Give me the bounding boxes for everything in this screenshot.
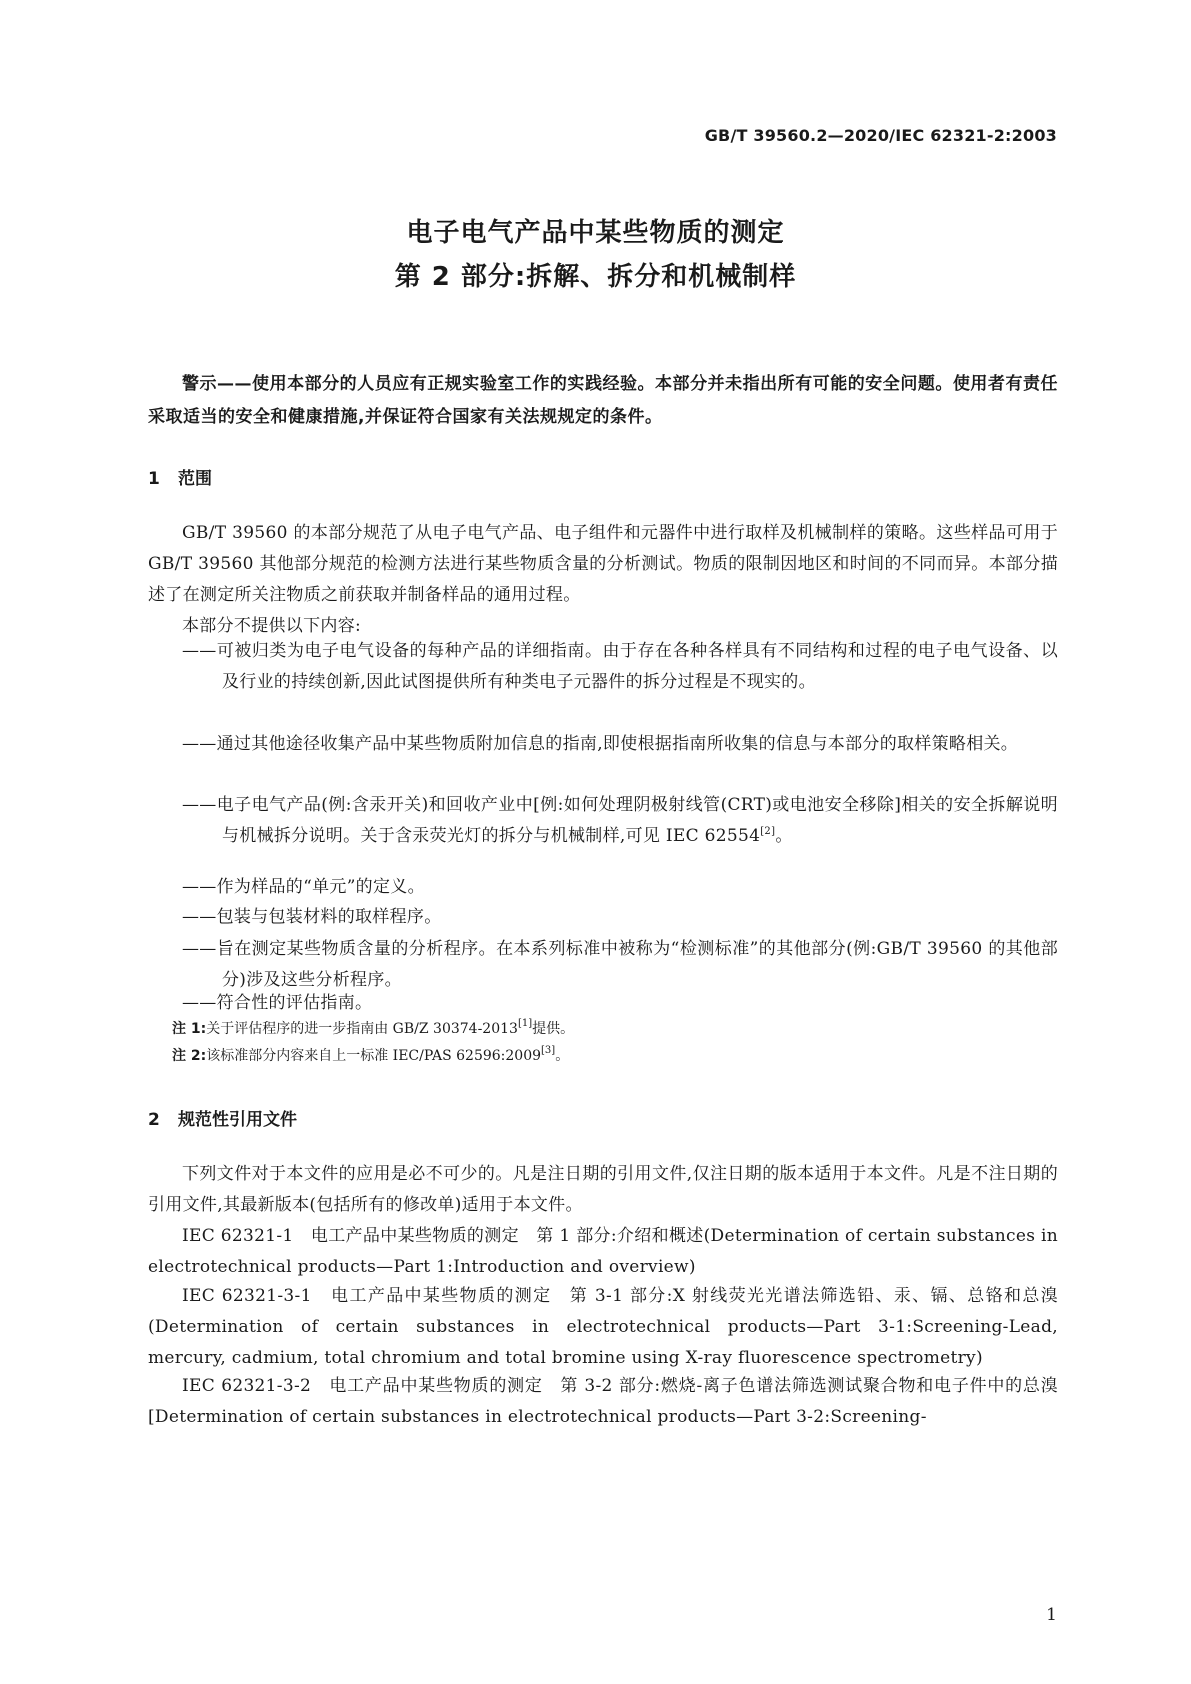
note-2-text: 该标准部分内容来自上一标准 IEC/PAS 62596:2009	[206, 1048, 542, 1064]
exclusion-item-1: ——可被归类为电子电气设备的每种产品的详细指南。由于存在各种各样具有不同结构和过程的电子电气设备、以及行业的持续创新,因此试图提供所有种类电子元器件的拆分过程是不现实的。	[182, 641, 1058, 692]
reference-1: [1]	[517, 1018, 533, 1029]
exclusion-item-3	[182, 790, 1058, 852]
normative-references-intro: 下列文件对于本文件的应用是必不可少的。凡是注日期的引用文件,仅注日期的版本适用于本文件。凡是不注日期的引用文件,其最新版本(包括所有的修改单)适用于本文件。	[148, 1164, 1058, 1215]
note-1-label: 注 1:	[172, 1021, 207, 1037]
reference-iec-62321-3-1: IEC 62321-3-1 电工产品中某些物质的测定 第 3-1 部分:X 射线荧光光谱法筛选铅、汞、镉、总铬和总溴(Determination of certain substances in electrotechnical products—Part 3-1:Screening-Lead, mercury, cadmium, total chromium and total bromine using X-ray fluorescence spectrometry)	[148, 1286, 1058, 1368]
exclusion-item-6: ——旨在测定某些物质含量的分析程序。在本系列标准中被称为“检测标准”的其他部分(例:GB/T 39560 的其他部分)涉及这些分析程序。	[182, 939, 1058, 990]
section-1-title: 范围	[178, 469, 212, 489]
exclusion-item-5: ——包装与包装材料的取样程序。	[182, 907, 442, 927]
note-2-label: 注 2:	[172, 1048, 207, 1064]
document-id: GB/T 39560.2—2020/IEC 62321-2:2003	[704, 126, 1057, 145]
note-2-end: 。	[555, 1048, 570, 1064]
title-line-1: 电子电气产品中某些物质的测定	[406, 218, 785, 248]
reference-3: [3]	[541, 1045, 556, 1056]
excludes-intro: 本部分不提供以下内容:	[182, 616, 362, 636]
reference-iec-62321-1: IEC 62321-1 电工产品中某些物质的测定 第 1 部分:介绍和概述(Determination of certain substances in electrotechnical products—Part 1:Introduction and overview)	[148, 1226, 1058, 1277]
section-1-heading	[148, 464, 212, 489]
exclusion-item-7: ——符合性的评估指南。	[182, 993, 373, 1013]
title-line-2: 第 2 部分:拆解、拆分和机械制样	[394, 262, 797, 292]
page-number: 1	[1046, 1605, 1057, 1625]
section-2-heading	[148, 1105, 297, 1130]
scope-paragraph: GB/T 39560 的本部分规范了从电子电气产品、电子组件和元器件中进行取样及机械制样的策略。这些样品可用于 GB/T 39560 其他部分规范的检测方法进行某些物质含量的分析测试。物质的限制因地区和时间的不同而异。本部分描述了在测定所关注物质之前获取并制备样品的通用过程。	[148, 523, 1058, 605]
exclusion-item-3-end: 。	[775, 826, 793, 846]
exclusion-item-2: ——通过其他途径收集产品中某些物质附加信息的指南,即使根据指南所收集的信息与本部分的取样策略相关。	[182, 734, 1019, 754]
reference-2: [2]	[760, 826, 776, 837]
section-2-number: 2	[148, 1110, 160, 1130]
safety-warning: 警示——使用本部分的人员应有正规实验室工作的实践经验。本部分并未指出所有可能的安全问题。使用者有责任采取适当的安全和健康措施,并保证符合国家有关法规规定的条件。	[148, 374, 1058, 427]
note-2	[172, 1045, 569, 1067]
exclusion-item-3-text: ——电子电气产品(例:含汞开关)和回收产业中[例:如何处理阴极射线管(CRT)或电池安全移除]相关的安全拆解说明与机械拆分说明。关于含汞荧光灯的拆分与机械制样,可见 IEC 62554	[182, 795, 1058, 846]
note-1-end: 提供。	[532, 1021, 575, 1037]
note-1-text: 关于评估程序的进一步指南由 GB/Z 30374-2013	[206, 1021, 518, 1037]
section-1-number: 1	[148, 469, 160, 489]
note-1	[172, 1018, 574, 1040]
section-2-title: 规范性引用文件	[178, 1110, 297, 1130]
reference-iec-62321-3-2: IEC 62321-3-2 电工产品中某些物质的测定 第 3-2 部分:燃烧-离子色谱法筛选测试聚合物和电子件中的总溴[Determination of certain substances in electrotechnical products—Part 3-2:Screening-	[148, 1376, 1058, 1427]
exclusion-item-4: ——作为样品的“单元”的定义。	[182, 877, 425, 897]
